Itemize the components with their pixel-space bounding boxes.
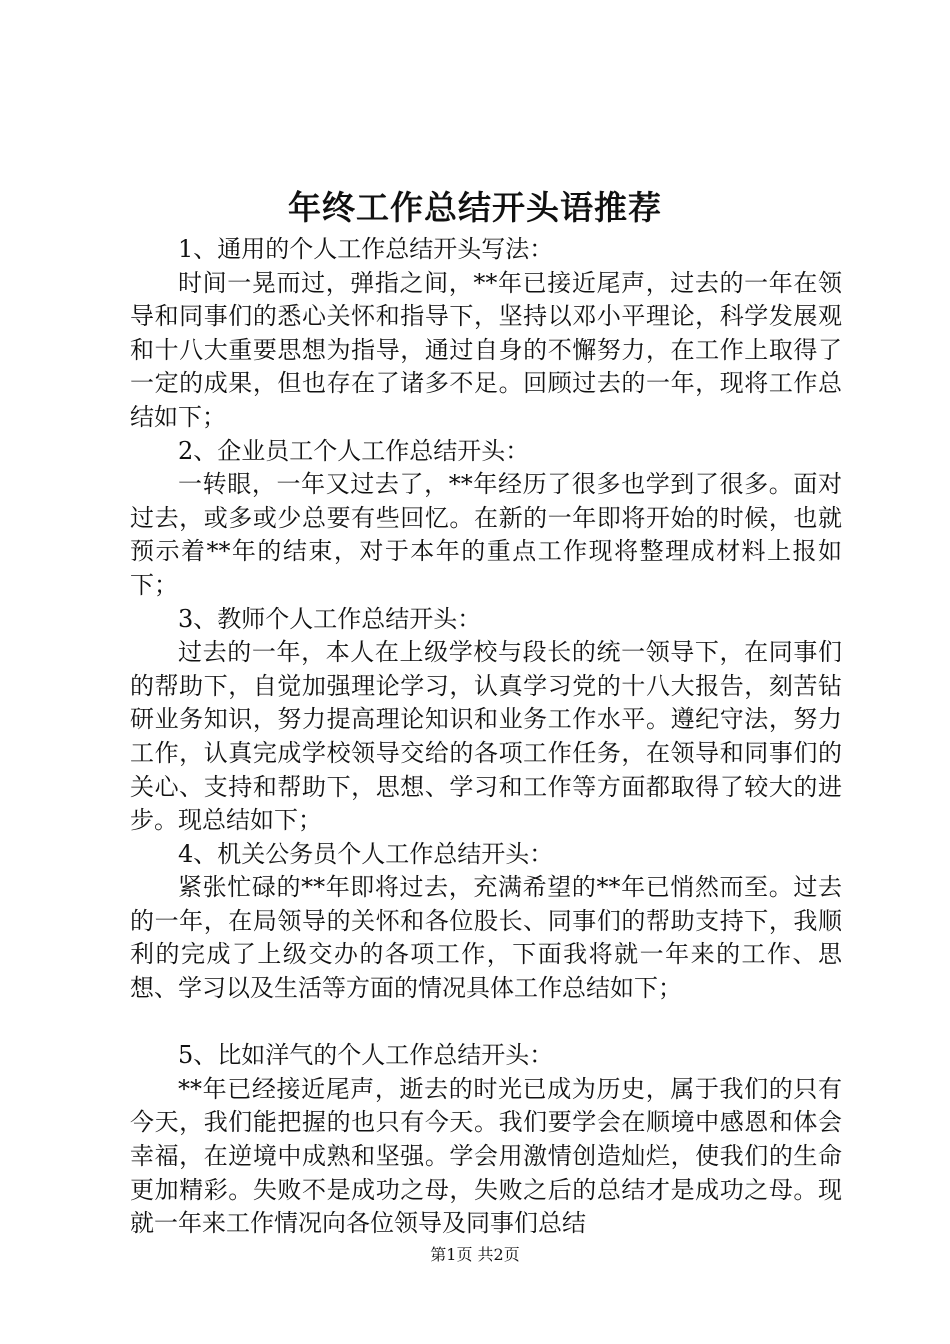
section-heading-3: 3、教师个人工作总结开头：	[178, 604, 482, 633]
section-heading-1: 1、通用的个人工作总结开头写法：	[178, 235, 554, 263]
section-paragraph-4: 紧张忙碌的**年即将过去，充满希望的**年已悄然而至。过去的一年，在局领导的关怀和各位股长、同事们的帮助支持下，我顺利的完成了上级交办的各项工作，下面我将就一年来的工作、思想、学习以及生活等方面的情况具体工作总结如下；	[130, 873, 842, 1003]
page-number-footer: 第1页 共2页	[430, 1245, 520, 1264]
section-paragraph-1: 时间一晃而过，弹指之间，**年已接近尾声，过去的一年在领导和同事们的悉心关怀和指导下，坚持以邓小平理论，科学发展观和十八大重要思想为指导，通过自身的不懈努力，在工作上取得了一定的成果，但也存在了诸多不足。回顾过去的一年，现将工作总结如下；	[130, 268, 842, 431]
section-heading-5: 5、比如洋气的个人工作总结开头：	[178, 1041, 554, 1070]
section-paragraph-3: 过去的一年，本人在上级学校与段长的统一领导下，在同事们的帮助下，自觉加强理论学习，认真学习党的十八大报告，刻苦钻研业务知识，努力提高理论知识和业务工作水平。遵纪守法，努力工作，认真完成学校领导交给的各项工作任务，在领导和同事们的关心、支持和帮助下，思想、学习和工作等方面都取得了较大的进步。现总结如下；	[130, 638, 842, 835]
document-title: 年终工作总结开头语推荐	[288, 188, 662, 227]
section-heading-4: 4、机关公务员个人工作总结开头：	[178, 839, 554, 868]
section-heading-2: 2、企业员工个人工作总结开头：	[178, 436, 530, 465]
document-body	[130, 233, 842, 1241]
section-paragraph-2: 一转眼，一年又过去了，**年经历了很多也学到了很多。面对过去，或多或少总要有些回忆。在新的一年即将开始的时候，也就预示着**年的结束，对于本年的重点工作现将整理成材料上报如下；	[130, 470, 842, 599]
section-paragraph-5: **年已经接近尾声，逝去的时光已成为历史，属于我们的只有今天，我们能把握的也只有今天。我们要学会在顺境中感恩和体会幸福，在逆境中成熟和坚强。学会用激情创造灿烂，使我们的生命更加精彩。失败不是成功之母，失败之后的总结才是成功之母。现就一年来工作情况向各位领导及同事们总结	[130, 1074, 842, 1238]
